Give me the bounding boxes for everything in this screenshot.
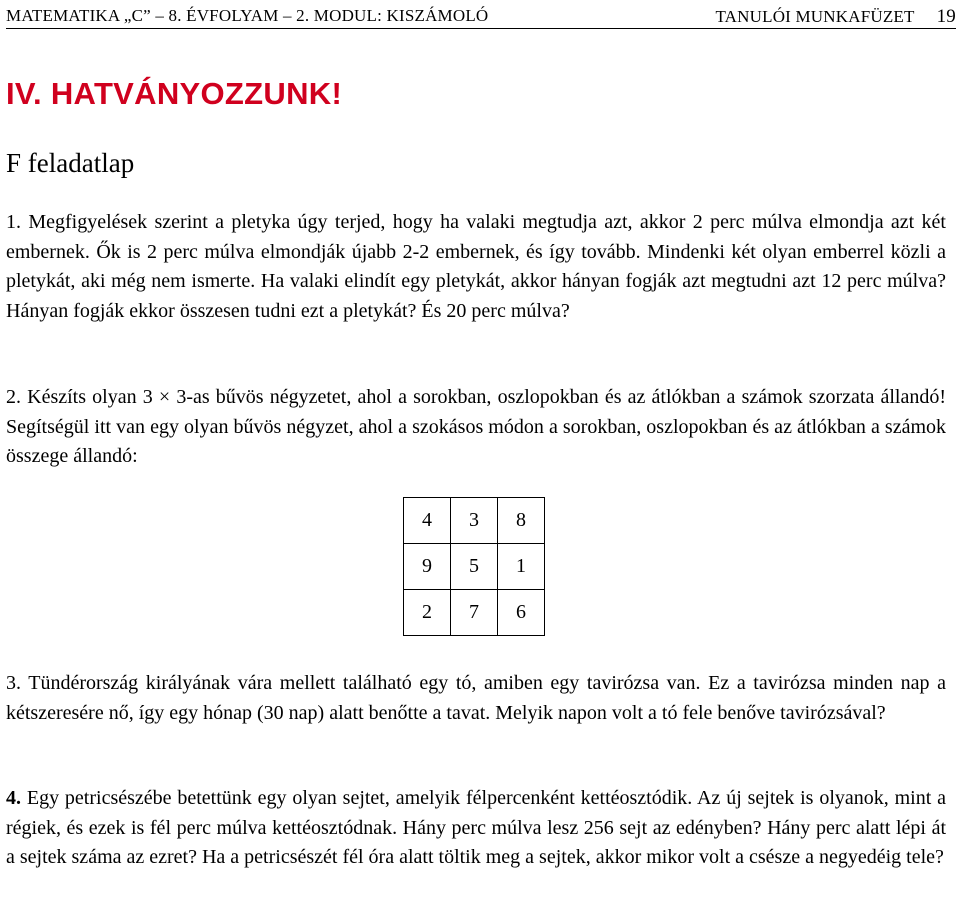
magic-square-cell: 5: [451, 544, 498, 590]
task-1: 1. Megfigyelések szerint a pletyka úgy terjed, hogy ha valaki megtudja azt, akkor 2 perc múlva elmondja azt két embernek. Ők is 2 perc múlva elmondják újabb 2-2 embernek, és így tovább. Mindenki két olyan emberrel közli a pletykát, aki még nem ismerte. Ha valaki elindít egy pletykát, akkor hányan fogják azt megtudni azt 12 perc múlva? Hányan fogják ekkor összesen tudni ezt a pletykát? És 20 perc múlva?: [6, 211, 946, 322]
magic-square-cell: 1: [498, 544, 545, 590]
task-3: 3. Tündérország királyának vára mellett található egy tó, amiben egy tavirózsa van. Ez a tavirózsa minden nap a kétszeresére nő, így egy hónap (30 nap) alatt benőtte a tavat. Melyik napon volt a tó fele benőve tavirózsával?: [6, 672, 946, 724]
magic-square-row: [404, 544, 545, 590]
task-4-text: Egy petricsészébe betettünk egy olyan sejtet, amelyik félpercenként kettéosztódik. Az új sejtek is olyanok, mint a régiek, és ezek is fél perc múlva kettéosztódnak. Hány perc múlva lesz 256 sejt az edényben? Hány perc alatt lépi át a sejtek száma az ezret? Ha a petricsészét fél óra alatt töltik meg a sejtek, akkor mikor volt a csésze a negyedéig tele?: [6, 787, 946, 868]
header-course-title: MATEMATIKA „C” – 8. ÉVFOLYAM – 2. MODUL: KISZÁMOLÓ: [6, 6, 489, 25]
header-right: [715, 6, 956, 28]
task-4-number: 4.: [6, 787, 21, 809]
worksheet-subtitle: F feladatlap: [6, 148, 135, 178]
magic-square-cell: 6: [498, 590, 545, 636]
header-workbook-label: TANULÓI MUNKAFÜZET: [715, 7, 915, 26]
magic-square-cell: 2: [404, 590, 451, 636]
task-2: [6, 383, 946, 472]
magic-square-row: [404, 590, 545, 636]
magic-square-cell: 4: [404, 498, 451, 544]
task-2-text-a: 2. Készíts olyan 3: [6, 386, 159, 408]
magic-square-row: [404, 498, 545, 544]
task-4: [6, 784, 946, 873]
magic-square-cell: 8: [498, 498, 545, 544]
magic-square-cell: 3: [451, 498, 498, 544]
task-2-text-b: 3-as bűvös négyzetet, ahol a sorokban, oszlopokban és az átlókban a számok szorzata állandó! Segítségül itt van egy olyan bűvös négyzet, ahol a szokásos módon a sorokban, oszlopokban és az átlókban a számok összege állandó:: [6, 386, 946, 467]
magic-square-cell: 7: [451, 590, 498, 636]
chapter-title: IV. HATVÁNYOZZUNK!: [6, 76, 343, 111]
magic-square-cell: 9: [404, 544, 451, 590]
page-header: [6, 4, 956, 29]
times-symbol: ×: [158, 386, 171, 408]
page-number: 19: [936, 6, 956, 27]
magic-square: [403, 497, 545, 636]
